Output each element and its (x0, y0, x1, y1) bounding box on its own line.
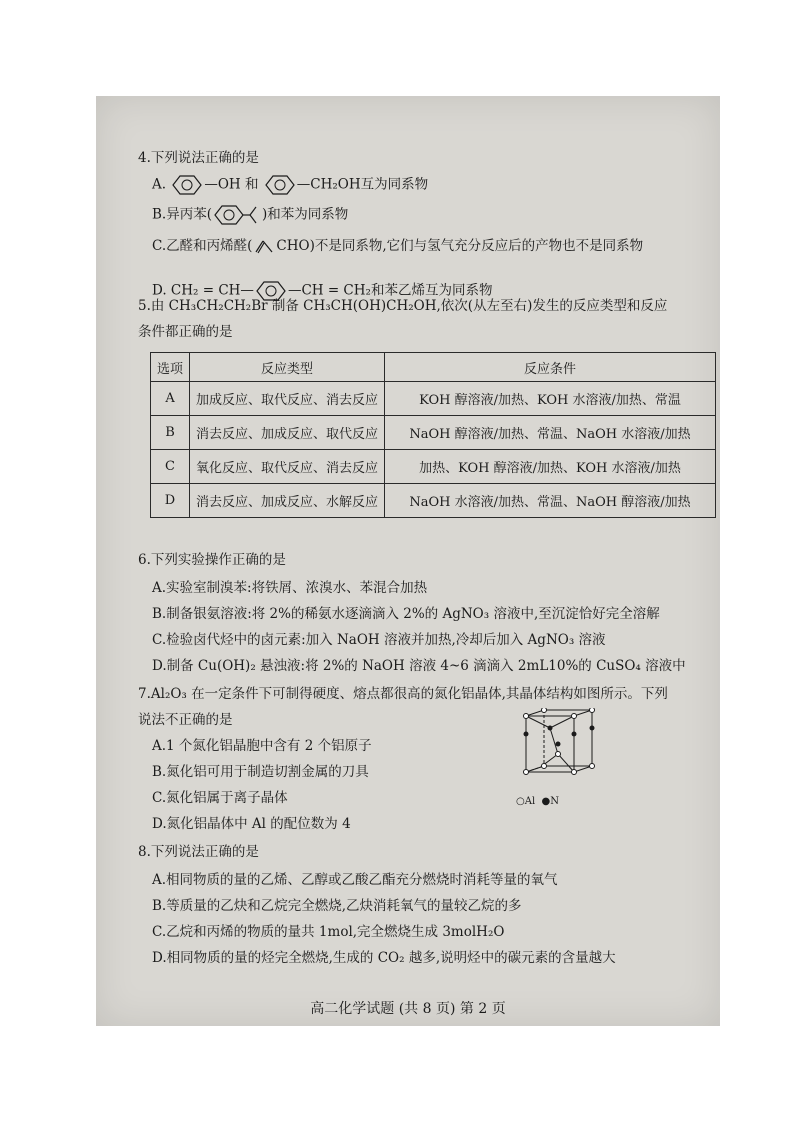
q4-option-b: B.异丙苯( )和苯为同系物 (152, 204, 348, 226)
q7-option-b: B.氮化铝可用于制造切割金属的刀具 (152, 764, 369, 780)
q4-option-a: A. —OH 和 —CH₂OH互为同系物 (152, 174, 428, 196)
q8-option-b: B.等质量的乙炔和乙烷完全燃烧,乙炔消耗氧气的量较乙烷的多 (152, 898, 522, 914)
q7-option-c: C.氮化铝属于离子晶体 (152, 790, 288, 806)
table-row (151, 484, 716, 518)
aluminum-nitride-crystal-structure (516, 708, 606, 807)
table-cell: 加热、KOH 醇溶液/加热、KOH 水溶液/加热 (385, 450, 716, 484)
table-row (151, 382, 716, 416)
exam-page (96, 96, 720, 1026)
table-row (151, 450, 716, 484)
table-cell: D (151, 484, 190, 518)
table-header-cell: 选项 (151, 353, 190, 382)
benzene-ring-icon (172, 174, 202, 196)
q7-option-a: A.1 个氮化铝晶胞中含有 2 个铝原子 (152, 738, 372, 754)
q4-option-d: D. CH₂ = CH— —CH = CH₂和苯乙烯互为同系物 (152, 280, 492, 302)
q7-stem-line2: 说法不正确的是 (138, 712, 233, 728)
q5-stem-line2: 条件都正确的是 (138, 324, 233, 340)
q6-option-b: B.制备银氨溶液:将 2%的稀氨水逐滴滴入 2%的 AgNO₃ 溶液中,至沉淀恰好完全溶解 (152, 606, 660, 622)
q8-option-a: A.相同物质的量的乙烯、乙醇或乙酸乙酯充分燃烧时消耗等量的氧气 (152, 872, 558, 888)
table-cell: NaOH 醇溶液/加热、常温、NaOH 水溶液/加热 (385, 416, 716, 450)
q6-option-d: D.制备 Cu(OH)₂ 悬浊液:将 2%的 NaOH 溶液 4~6 滴滴入 2mL10%的 CuSO₄ 溶液中 (152, 658, 686, 674)
table-cell: B (151, 416, 190, 450)
q8-option-d: D.相同物质的量的烃完全燃烧,生成的 CO₂ 越多,说明烃中的碳元素的含量越大 (152, 950, 616, 966)
table-cell: 氧化反应、取代反应、消去反应 (190, 450, 385, 484)
table-cell: A (151, 382, 190, 416)
q5-stem-line1: 5.由 CH₃CH₂CH₂Br 制备 CH₃CH(OH)CH₂OH,依次(从左至右)发生的反应类型和反应 (138, 298, 668, 314)
table-cell: 消去反应、加成反应、水解反应 (190, 484, 385, 518)
table-cell: 加成反应、取代反应、消去反应 (190, 382, 385, 416)
table-cell: 消去反应、加成反应、取代反应 (190, 416, 385, 450)
legend-n: ●N (541, 796, 559, 807)
table-cell: NaOH 水溶液/加热、常温、NaOH 醇溶液/加热 (385, 484, 716, 518)
q4-option-c: C.乙醛和丙烯醛( CHO)不是同系物,它们与氢气充分反应后的产物也不是同系物 (152, 238, 644, 254)
table-row (151, 416, 716, 450)
q8-stem: 8.下列说法正确的是 (138, 844, 259, 860)
table-header-cell: 反应类型 (190, 353, 385, 382)
q4-stem: 4.下列说法正确的是 (138, 150, 259, 166)
isopropylbenzene-icon (214, 204, 260, 226)
q5-options-table (150, 352, 716, 518)
legend-al: ○Al (516, 796, 536, 807)
q6-option-c: C.检验卤代烃中的卤元素:加入 NaOH 溶液并加热,冷却后加入 AgNO₃ 溶液 (152, 632, 606, 648)
page-footer: 高二化学试题 (共 8 页) 第 2 页 (310, 1001, 506, 1017)
q7-option-d: D.氮化铝晶体中 Al 的配位数为 4 (152, 816, 351, 832)
q6-stem: 6.下列实验操作正确的是 (138, 552, 286, 568)
table-header-cell: 反应条件 (385, 353, 716, 382)
structure-legend (516, 796, 606, 807)
hexagonal-unit-cell-icon (516, 708, 606, 792)
table-cell: KOH 醇溶液/加热、KOH 水溶液/加热、常温 (385, 382, 716, 416)
q7-stem-line1: 7.Al₂O₃ 在一定条件下可制得硬度、熔点都很高的氮化铝晶体,其晶体结构如图所示。下列 (138, 686, 668, 702)
table-cell: C (151, 450, 190, 484)
table-header-row (151, 353, 716, 382)
acrolein-skeleton-icon (254, 238, 274, 256)
benzene-ring-icon (265, 174, 295, 196)
q8-option-c: C.乙烷和丙烯的物质的量共 1mol,完全燃烧生成 3molH₂O (152, 924, 505, 940)
q6-option-a: A.实验室制溴苯:将铁屑、浓溴水、苯混合加热 (152, 580, 428, 596)
